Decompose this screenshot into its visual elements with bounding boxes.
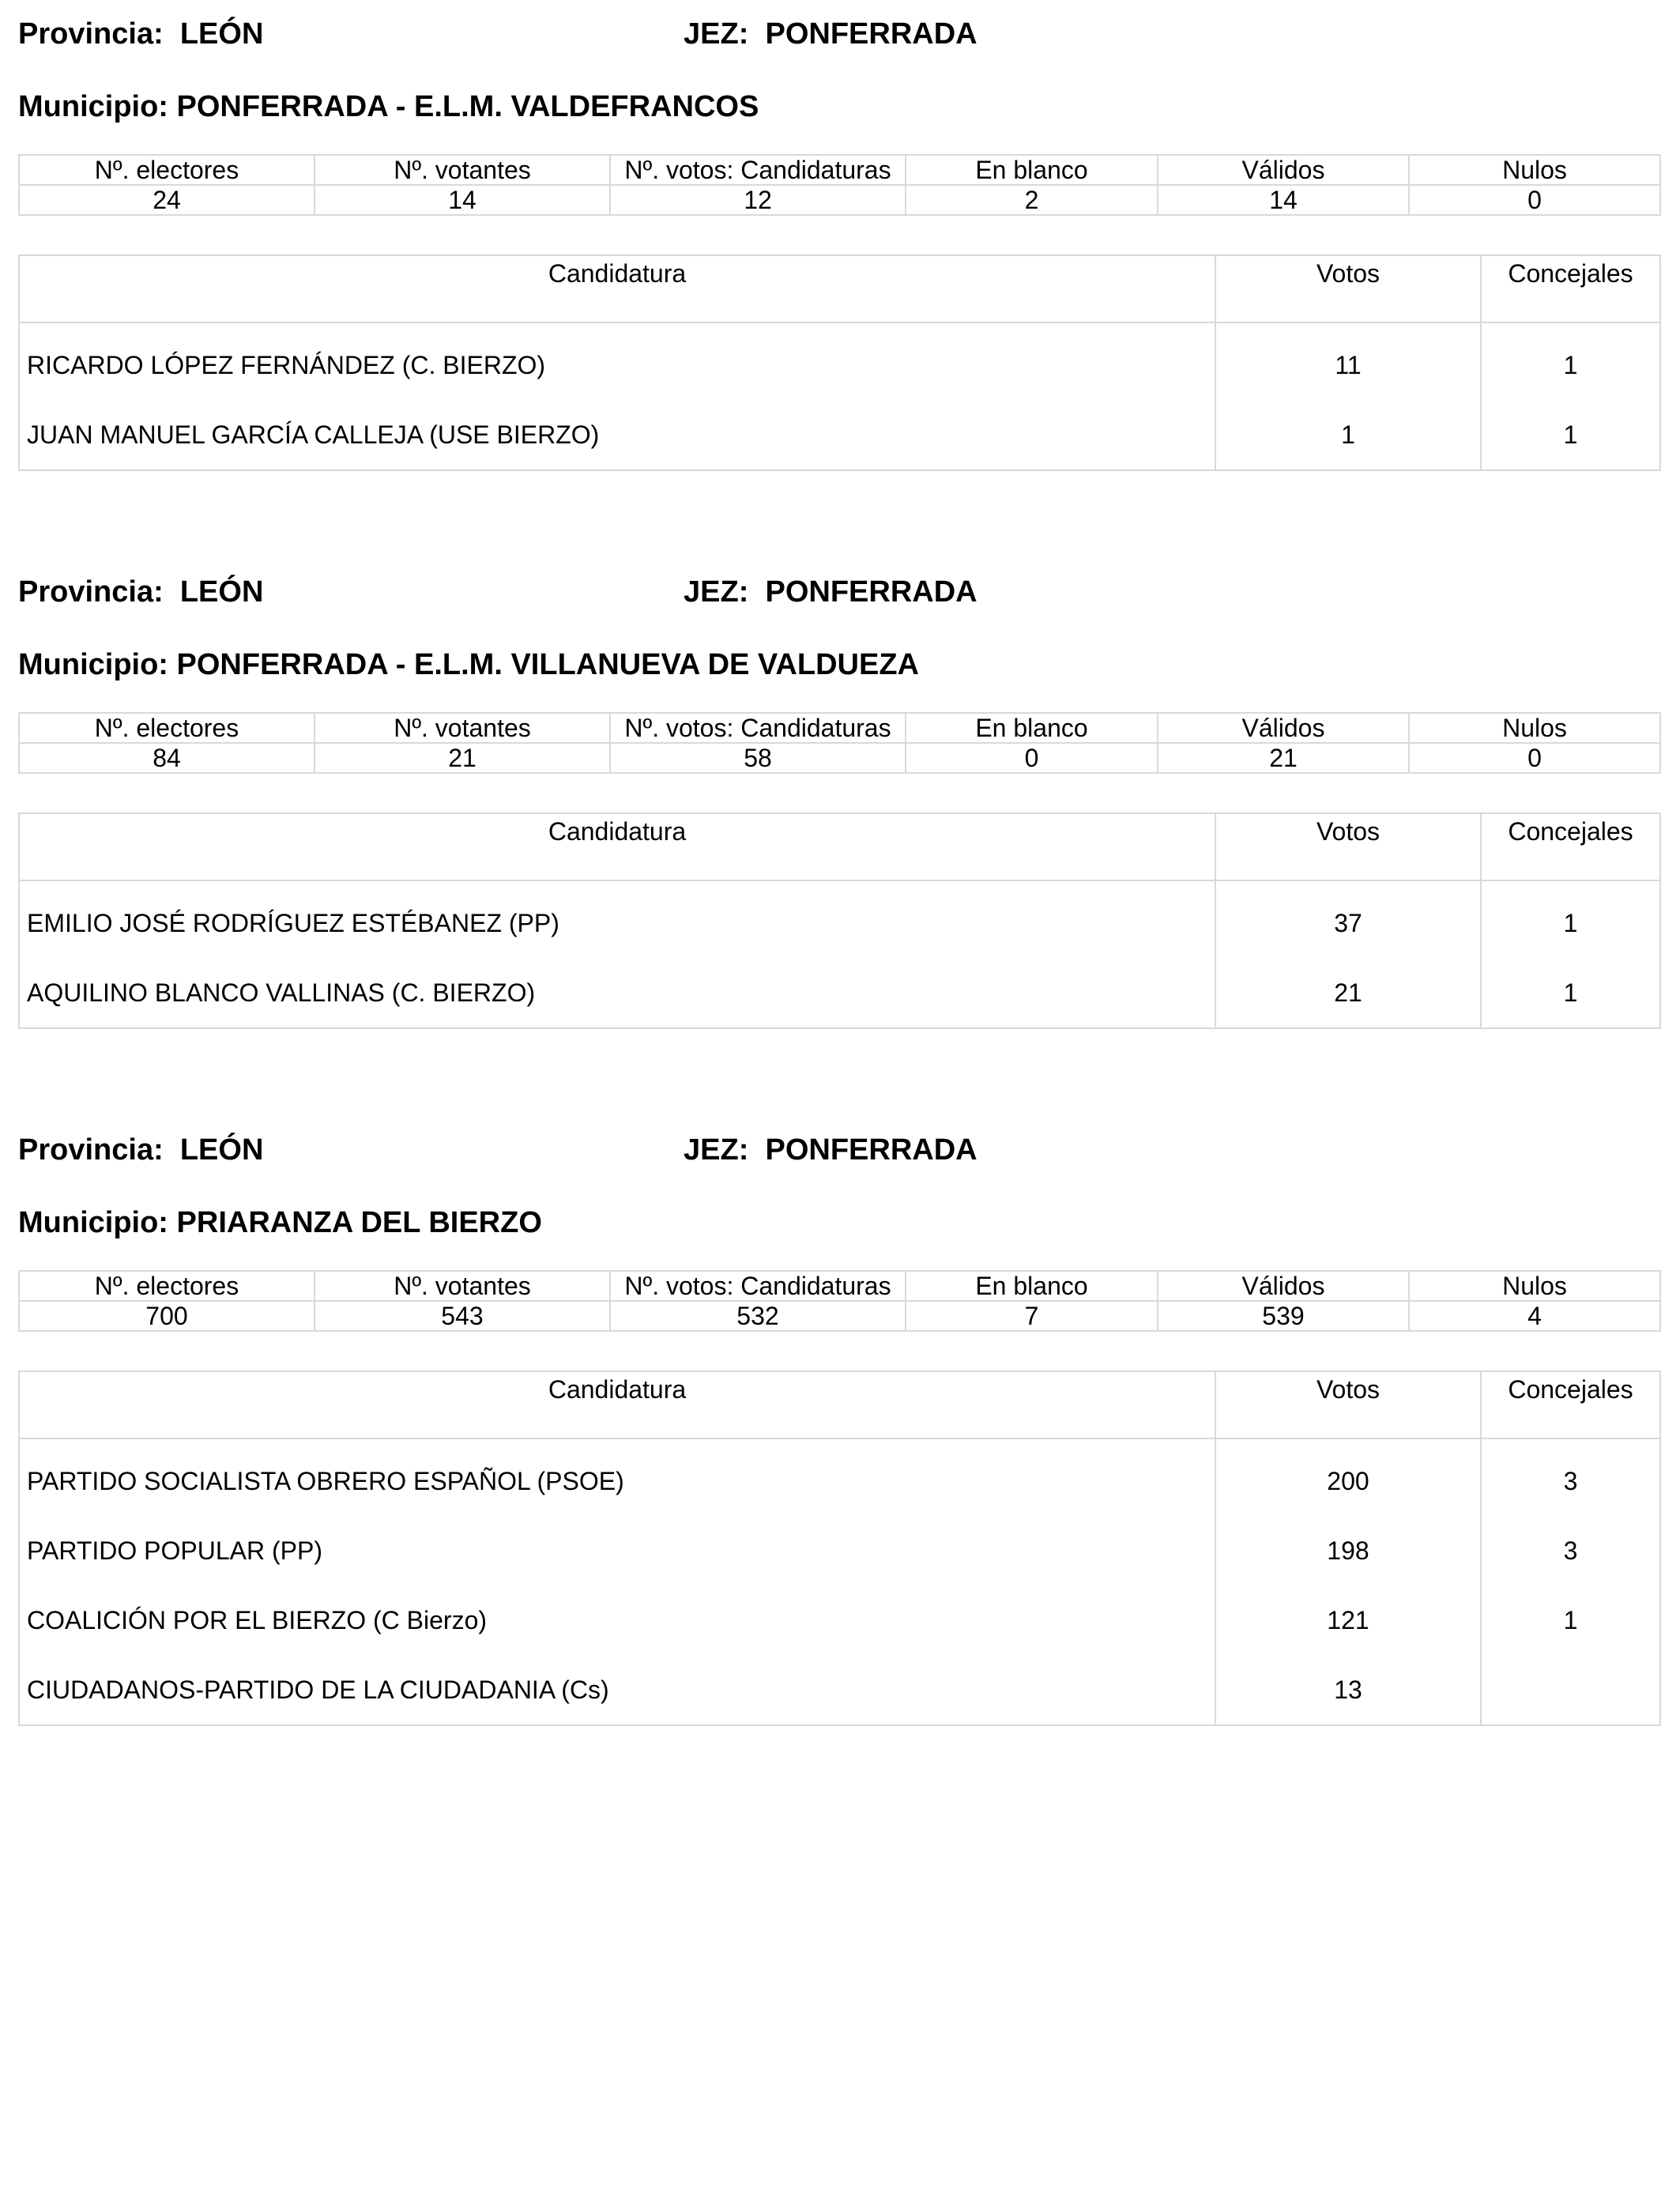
- header-candidatura: Candidatura: [19, 813, 1215, 880]
- section-header: [18, 571, 1659, 613]
- table-row: [19, 1655, 1660, 1725]
- municipio-value: PONFERRADA - E.L.M. VALDEFRANCOS: [176, 90, 759, 123]
- jez-value: PONFERRADA: [765, 1133, 977, 1167]
- provincia-label: Provincia:: [18, 1133, 180, 1167]
- stats-value-electores: 24: [19, 185, 315, 215]
- header-candidatura: Candidatura: [19, 255, 1215, 322]
- stats-value-votos-candidaturas: 12: [610, 185, 906, 215]
- stats-value-validos: 539: [1158, 1301, 1409, 1331]
- candidatura-votos: 37: [1215, 880, 1481, 958]
- stats-header-en-blanco: En blanco: [906, 713, 1158, 743]
- municipio-heading: [18, 85, 759, 128]
- candidatura-name: RICARDO LÓPEZ FERNÁNDEZ (C. BIERZO): [19, 322, 1215, 400]
- table-row: [19, 958, 1660, 1028]
- municipio-heading: [18, 643, 919, 686]
- stats-header-nulos: Nulos: [1409, 713, 1660, 743]
- candidatura-votos: 198: [1215, 1516, 1481, 1585]
- stats-header-validos: Válidos: [1158, 155, 1409, 185]
- candidatura-name: PARTIDO SOCIALISTA OBRERO ESPAÑOL (PSOE): [19, 1438, 1215, 1516]
- stats-value-en-blanco: 2: [906, 185, 1158, 215]
- table-row: [19, 1516, 1660, 1585]
- stats-value-validos: 14: [1158, 185, 1409, 215]
- header-votos: Votos: [1215, 813, 1481, 880]
- candidatura-votos: 1: [1215, 400, 1481, 470]
- table-row: [19, 1585, 1660, 1655]
- stats-header-validos: Válidos: [1158, 713, 1409, 743]
- provincia-heading: [18, 571, 263, 613]
- header-concejales: Concejales: [1481, 813, 1660, 880]
- stats-header-en-blanco: En blanco: [906, 155, 1158, 185]
- candidaturas-table: [18, 1370, 1661, 1726]
- jez-label: JEZ:: [684, 575, 766, 609]
- section-header: [18, 1129, 1659, 1171]
- municipio-label: Municipio:: [18, 90, 177, 123]
- section-priaranza-del-bierzo: [18, 1129, 1659, 1704]
- stats-value-en-blanco: 0: [906, 743, 1158, 773]
- stats-value-votantes: 14: [315, 185, 610, 215]
- stats-value-row: [19, 1301, 1660, 1331]
- candidatura-name: JUAN MANUEL GARCÍA CALLEJA (USE BIERZO): [19, 400, 1215, 470]
- table-row: [19, 880, 1660, 958]
- section-valdefrancos: [18, 13, 1659, 449]
- stats-value-row: [19, 185, 1660, 215]
- provincia-value: LEÓN: [179, 17, 264, 51]
- stats-header-row: [19, 1271, 1660, 1301]
- table-row: [19, 322, 1660, 400]
- stats-header-nulos: Nulos: [1409, 1271, 1660, 1301]
- stats-header-votos-candidaturas: Nº. votos: Candidaturas: [610, 155, 906, 185]
- provincia-label: Provincia:: [18, 575, 180, 609]
- candidatura-name: CIUDADANOS-PARTIDO DE LA CIUDADANIA (Cs): [19, 1655, 1215, 1725]
- municipio-heading: [18, 1201, 542, 1244]
- candidaturas-table: [18, 812, 1661, 1029]
- municipio-value: PONFERRADA - E.L.M. VILLANUEVA DE VALDUEZA: [176, 648, 919, 681]
- stats-value-votantes: 543: [315, 1301, 610, 1331]
- table-row: [19, 1438, 1660, 1516]
- stats-value-votos-candidaturas: 532: [610, 1301, 906, 1331]
- stats-value-nulos: 0: [1409, 185, 1660, 215]
- stats-value-votantes: 21: [315, 743, 610, 773]
- stats-table: [18, 154, 1661, 216]
- stats-value-nulos: 0: [1409, 743, 1660, 773]
- municipio-value: PRIARANZA DEL BIERZO: [176, 1206, 542, 1239]
- jez-heading: [684, 13, 977, 55]
- jez-heading: [684, 571, 977, 613]
- candidaturas-table: [18, 254, 1661, 471]
- stats-header-electores: Nº. electores: [19, 713, 315, 743]
- candidatura-concejales: 3: [1563, 1536, 1578, 1565]
- provincia-label: Provincia:: [18, 17, 180, 51]
- stats-header-electores: Nº. electores: [19, 1271, 315, 1301]
- stats-header-votantes: Nº. votantes: [315, 155, 610, 185]
- stats-value-row: [19, 743, 1660, 773]
- stats-header-row: [19, 713, 1660, 743]
- section-villanueva-de-valdueza: [18, 571, 1659, 1007]
- candidatura-votos: 200: [1215, 1438, 1481, 1516]
- candidatura-votos: 121: [1215, 1585, 1481, 1655]
- candidatura-concejales: 1: [1563, 908, 1578, 937]
- jez-label: JEZ:: [684, 17, 766, 51]
- stats-value-electores: 700: [19, 1301, 315, 1331]
- municipio-label: Municipio:: [18, 1206, 177, 1239]
- provincia-heading: [18, 1129, 263, 1171]
- stats-header-row: [19, 155, 1660, 185]
- stats-header-votantes: Nº. votantes: [315, 1271, 610, 1301]
- stats-value-votos-candidaturas: 58: [610, 743, 906, 773]
- municipio-label: Municipio:: [18, 648, 177, 681]
- stats-value-validos: 21: [1158, 743, 1409, 773]
- header-votos: Votos: [1215, 1371, 1481, 1438]
- header-concejales: Concejales: [1481, 1371, 1660, 1438]
- candidatura-concejales: 1: [1563, 350, 1578, 379]
- candidatura-name: EMILIO JOSÉ RODRÍGUEZ ESTÉBANEZ (PP): [19, 880, 1215, 958]
- provincia-value: LEÓN: [179, 575, 264, 609]
- stats-header-votos-candidaturas: Nº. votos: Candidaturas: [610, 713, 906, 743]
- candidatura-concejales: [1481, 1655, 1660, 1725]
- stats-value-electores: 84: [19, 743, 315, 773]
- jez-label: JEZ:: [684, 1133, 766, 1167]
- stats-header-electores: Nº. electores: [19, 155, 315, 185]
- section-header: [18, 13, 1659, 55]
- candidatura-votos: 11: [1215, 322, 1481, 400]
- provincia-value: LEÓN: [179, 1133, 264, 1167]
- candidatura-name: AQUILINO BLANCO VALLINAS (C. BIERZO): [19, 958, 1215, 1028]
- jez-value: PONFERRADA: [765, 575, 977, 609]
- candidaturas-header-row: [19, 1371, 1660, 1438]
- jez-heading: [684, 1129, 977, 1171]
- candidatura-name: PARTIDO POPULAR (PP): [19, 1516, 1215, 1585]
- candidatura-concejales: 3: [1563, 1466, 1578, 1495]
- candidaturas-header-row: [19, 813, 1660, 880]
- candidatura-concejales: 1: [1563, 978, 1578, 1007]
- jez-value: PONFERRADA: [765, 17, 977, 51]
- header-votos: Votos: [1215, 255, 1481, 322]
- stats-header-votantes: Nº. votantes: [315, 713, 610, 743]
- candidatura-votos: 13: [1215, 1655, 1481, 1725]
- stats-header-nulos: Nulos: [1409, 155, 1660, 185]
- header-concejales: Concejales: [1481, 255, 1660, 322]
- stats-header-validos: Válidos: [1158, 1271, 1409, 1301]
- provincia-heading: [18, 13, 263, 55]
- stats-header-votos-candidaturas: Nº. votos: Candidaturas: [610, 1271, 906, 1301]
- table-row: [19, 400, 1660, 470]
- stats-value-en-blanco: 7: [906, 1301, 1158, 1331]
- candidaturas-header-row: [19, 255, 1660, 322]
- candidatura-votos: 21: [1215, 958, 1481, 1028]
- stats-value-nulos: 4: [1409, 1301, 1660, 1331]
- candidatura-concejales: 1: [1563, 1605, 1578, 1634]
- header-candidatura: Candidatura: [19, 1371, 1215, 1438]
- stats-table: [18, 712, 1661, 774]
- stats-header-en-blanco: En blanco: [906, 1271, 1158, 1301]
- candidatura-concejales: 1: [1563, 420, 1578, 449]
- candidatura-name: COALICIÓN POR EL BIERZO (C Bierzo): [19, 1585, 1215, 1655]
- stats-table: [18, 1270, 1661, 1332]
